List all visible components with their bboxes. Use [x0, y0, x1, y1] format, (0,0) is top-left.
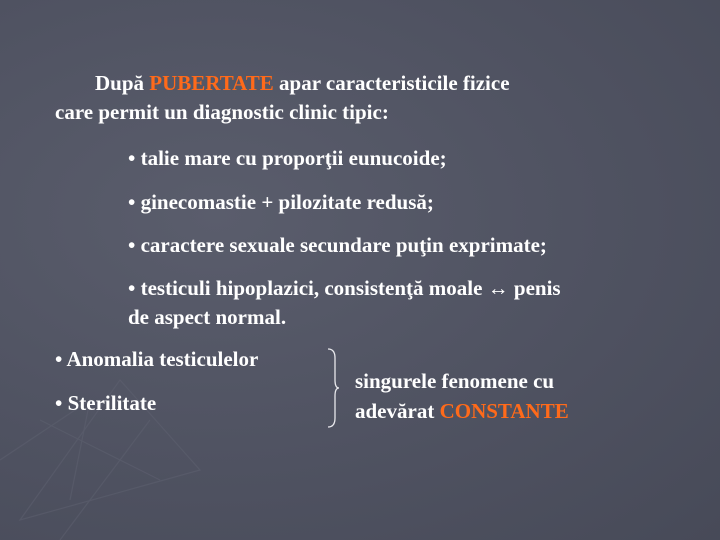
conclusion-line-2: adevărat CONSTANTE	[355, 399, 569, 423]
intro-line-2: care permit un diagnostic clinic tipic:	[55, 100, 389, 124]
intro-line-1: După PUBERTATE apar caracteristicile fizice	[95, 71, 510, 95]
constante-highlight: CONSTANTE	[439, 399, 569, 423]
bullet-item: • caractere sexuale secundare puţin exprimate;	[128, 233, 547, 257]
right-brace	[326, 348, 340, 428]
bullet-item: • talie mare cu proporţii eunucoide;	[128, 146, 447, 170]
pubertate-highlight: PUBERTATE	[149, 71, 274, 95]
conclusion-line-1: singurele fenomene cu	[355, 369, 555, 393]
bullet-item: • testiculi hipoplazici, consistenţă moale ↔ penis	[128, 276, 561, 300]
lower-bullet-sterilitate: • Sterilitate	[55, 391, 157, 415]
bullet-item-continuation: de aspect normal.	[128, 305, 287, 329]
bullet-item: • ginecomastie + pilozitate redusă;	[128, 190, 434, 214]
lower-bullet-anomalia: • Anomalia testiculelor	[55, 347, 259, 371]
